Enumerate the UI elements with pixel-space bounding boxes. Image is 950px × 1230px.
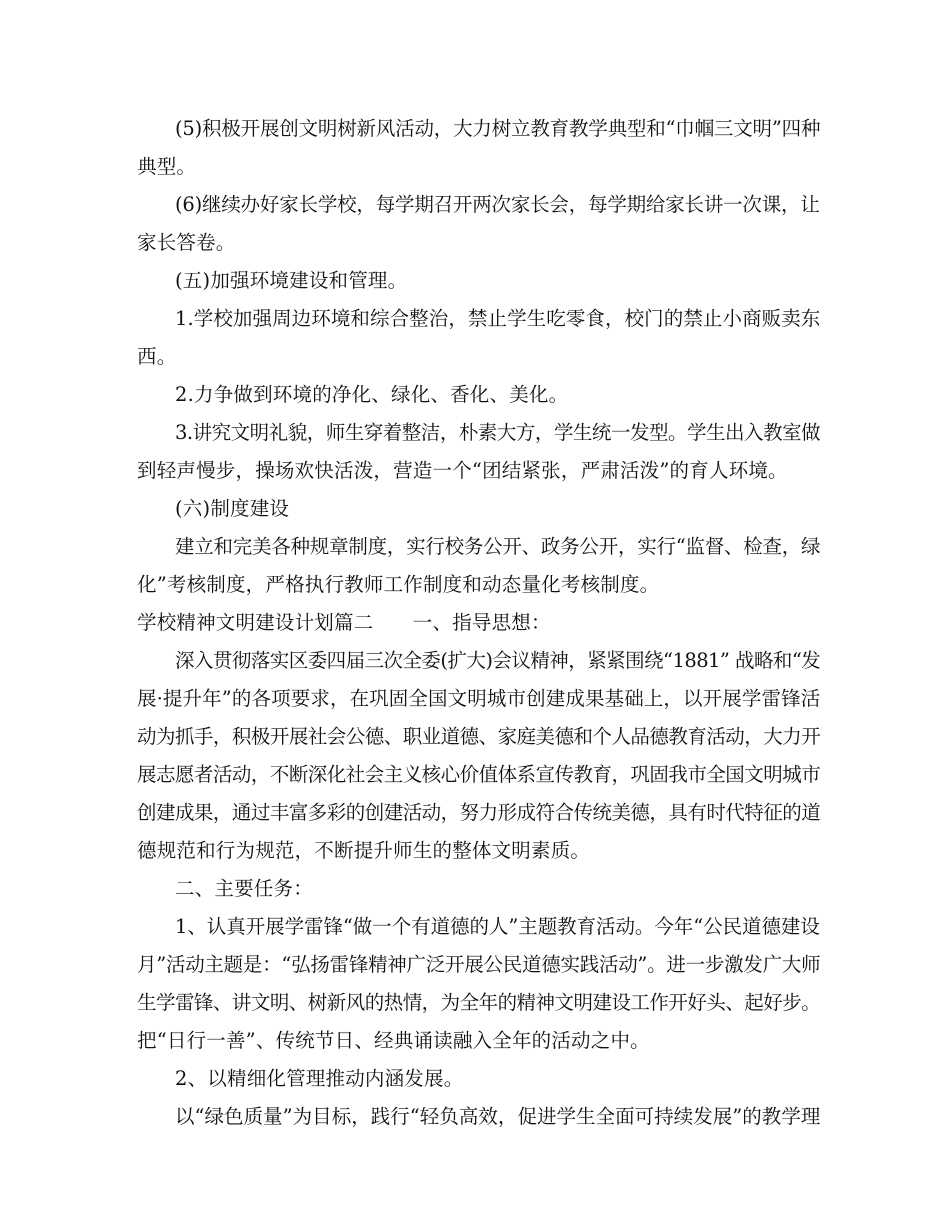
text-line: 3.讲究文明礼貌，师生穿着整洁，朴素大方，学生统一发型。学生出入教室做 bbox=[175, 421, 821, 444]
text-line: 深入贯彻落实区委四届三次全委(扩大)会议精神，紧紧围绕“1881” 战略和“发 bbox=[175, 649, 821, 672]
text-line: (6)继续办好家长学校，每学期召开两次家长会，每学期给家长讲一次课，让 bbox=[175, 193, 820, 216]
text-line: 化”考核制度，严格执行教师工作制度和动态量化考核制度。 bbox=[137, 573, 660, 596]
text-line: 家长答卷。 bbox=[137, 231, 236, 254]
section-heading: (六)制度建设 bbox=[175, 497, 290, 520]
text-line: 1、认真开展学雷锋“做一个有道德的人”主题教育活动。今年“公民道德建设 bbox=[175, 915, 820, 938]
text-line: 展·提升年”的各项要求，在巩固全国文明城市创建成果基础上，以开展学雷锋活 bbox=[137, 687, 821, 710]
text-line: 建立和完美各种规章制度，实行校务公开、政务公开，实行“监督、检查，绿 bbox=[175, 535, 821, 558]
text-line: 到轻声慢步，操场欢快活泼，营造一个“团结紧张，严肃活泼”的育人环境。 bbox=[137, 459, 788, 482]
text-line: 2.力争做到环境的净化、绿化、香化、美化。 bbox=[175, 383, 569, 406]
text-line: 月”活动主题是：“弘扬雷锋精神广泛开展公民道德实践活动”。进一步激发广大师 bbox=[137, 953, 821, 976]
text-line: 1.学校加强周边环境和综合整治，禁止学生吃零食，校门的禁止小商贩卖东 bbox=[175, 307, 821, 330]
text-line: 2、以精细化管理推动内涵发展。 bbox=[175, 1067, 464, 1090]
text-line: 把“日行一善”、传统节日、经典诵读融入全年的活动之中。 bbox=[137, 1029, 650, 1052]
section-heading: 二、主要任务： bbox=[175, 877, 313, 900]
text-line: 典型。 bbox=[137, 155, 197, 178]
text-line: 德规范和行为规范，不断提升师生的整体文明素质。 bbox=[137, 839, 591, 862]
text-line: 西。 bbox=[137, 345, 177, 368]
section-heading: (五)加强环境建设和管理。 bbox=[175, 269, 408, 292]
section-title: 学校精神文明建设计划篇二 一、指导思想： bbox=[137, 611, 551, 634]
text-line: 生学雷锋、讲文明、树新风的热情，为全年的精神文明建设工作开好头、起好步。 bbox=[137, 991, 821, 1014]
text-line: 创建成果，通过丰富多彩的创建活动，努力形成符合传统美德，具有时代特征的道 bbox=[137, 801, 821, 824]
text-line: 以“绿色质量”为目标，践行“轻负高效，促进学生全面可持续发展”的教学理 bbox=[175, 1105, 821, 1128]
text-line: 展志愿者活动，不断深化社会主义核心价值体系宣传教育，巩固我市全国文明城市 bbox=[137, 763, 821, 786]
text-line: (5)积极开展创文明树新风活动，大力树立教育教学典型和“巾帼三文明”四种 bbox=[175, 117, 821, 140]
text-line: 动为抓手，积极开展社会公德、职业道德、家庭美德和个人品德教育活动，大力开 bbox=[137, 725, 821, 748]
